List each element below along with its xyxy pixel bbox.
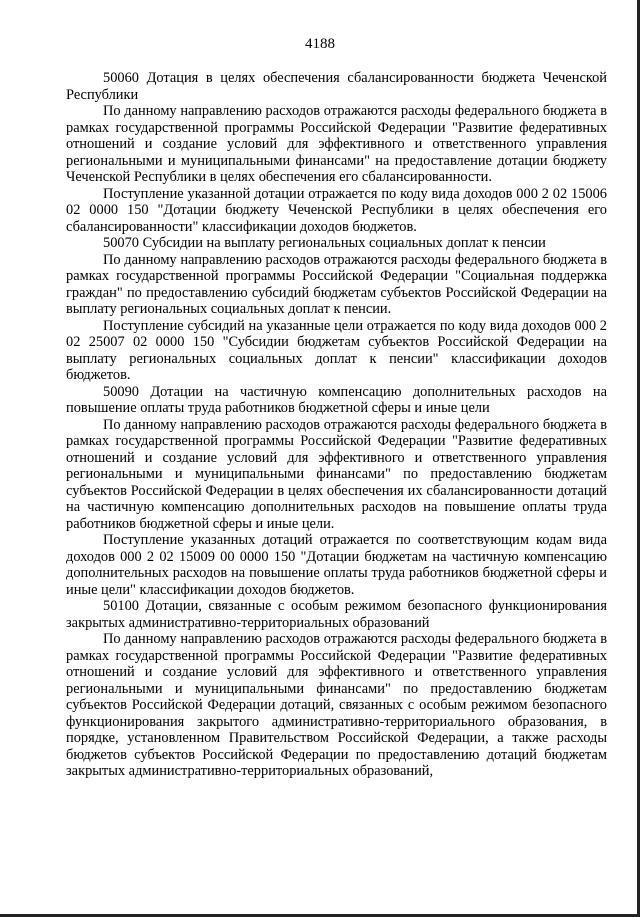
paragraph: По данному направлению расходов отражаются расходы федерального бюджета в рамках государственной программы Российской Федерации "Социальная поддержка граждан" по предоставлению субсидий бюджетам субъектов Российской Федерации на выплату региональных социальных доплат к пенсии. — [66, 251, 607, 317]
page-number: 4188 — [305, 36, 335, 52]
paragraph-50090-heading: 50090 Дотации на частичную компенсацию дополнительных расходов на повышение оплаты труда работников бюджетной сферы и иные цели — [66, 383, 607, 416]
paragraph: Поступление субсидий на указанные цели отражается по коду вида доходов 000 2 02 25007 02 0000 150 "Субсидии бюджетам субъектов Российской Федерации на выплату региональных социальных доплат к пенсии" классификации доходов бюджетов. — [66, 317, 607, 383]
paragraph-50100-heading: 50100 Дотации, связанные с особым режимом безопасного функционирования закрытых административно-территориальных образований — [66, 598, 607, 631]
document-body — [66, 70, 607, 780]
paragraph: По данному направлению расходов отражаются расходы федерального бюджета в рамках государственной программы Российской Федерации "Развитие федеративных отношений и создание условий для эффективного и ответственного управления региональными и муниципальными финансами" по предоставлению бюджетам субъектов Российской Федерации в целях обеспечения их сбалансированности дотаций на частичную компенсацию дополнительных расходов на повышение оплаты труда работников бюджетной сферы и иные цели. — [66, 416, 607, 532]
paragraph: Поступление указанных дотаций отражается по соответствующим кодам вида доходов 000 2 02 15009 00 0000 150 "Дотации бюджетам на частичную компенсацию дополнительных расходов на повышение оплаты труда работников бюджетной сферы и иные цели" классификации доходов бюджетов. — [66, 532, 607, 598]
paragraph-50060-heading: 50060 Дотация в целях обеспечения сбалансированности бюджета Чеченской Республики — [66, 70, 607, 103]
paragraph: Поступление указанной дотации отражается по коду вида доходов 000 2 02 15006 02 0000 150 "Дотации бюджету Чеченской Республики в целях обеспечения его сбалансированности" классификации доходов бюджетов. — [66, 185, 607, 235]
paragraph-50070-heading: 50070 Субсидии на выплату региональных социальных доплат к пенсии — [103, 235, 546, 251]
paragraph: По данному направлению расходов отражаются расходы федерального бюджета в рамках государственной программы Российской Федерации "Развитие федеративных отношений и создание условий для эффективного и ответственного управления региональными и муниципальными финансами" на предоставление дотации бюджету Чеченской Республики в целях обеспечения его сбалансированности. — [66, 103, 607, 185]
paragraph: По данному направлению расходов отражаются расходы федерального бюджета в рамках государственной программы Российской Федерации "Развитие федеративных отношений и создание условий для эффективного и ответственного управления региональными и муниципальными финансами" по предоставлению бюджетам субъектов Российской Федерации дотаций, связанных с особым режимом безопасного функционирования закрытого административно-территориального образования, в порядке, установленном Правительством Российской Федерации, а также расходы бюджетов субъектов Российской Федерации по предоставлению дотаций бюджетам закрытых административно-территориальных образований, — [66, 631, 607, 779]
